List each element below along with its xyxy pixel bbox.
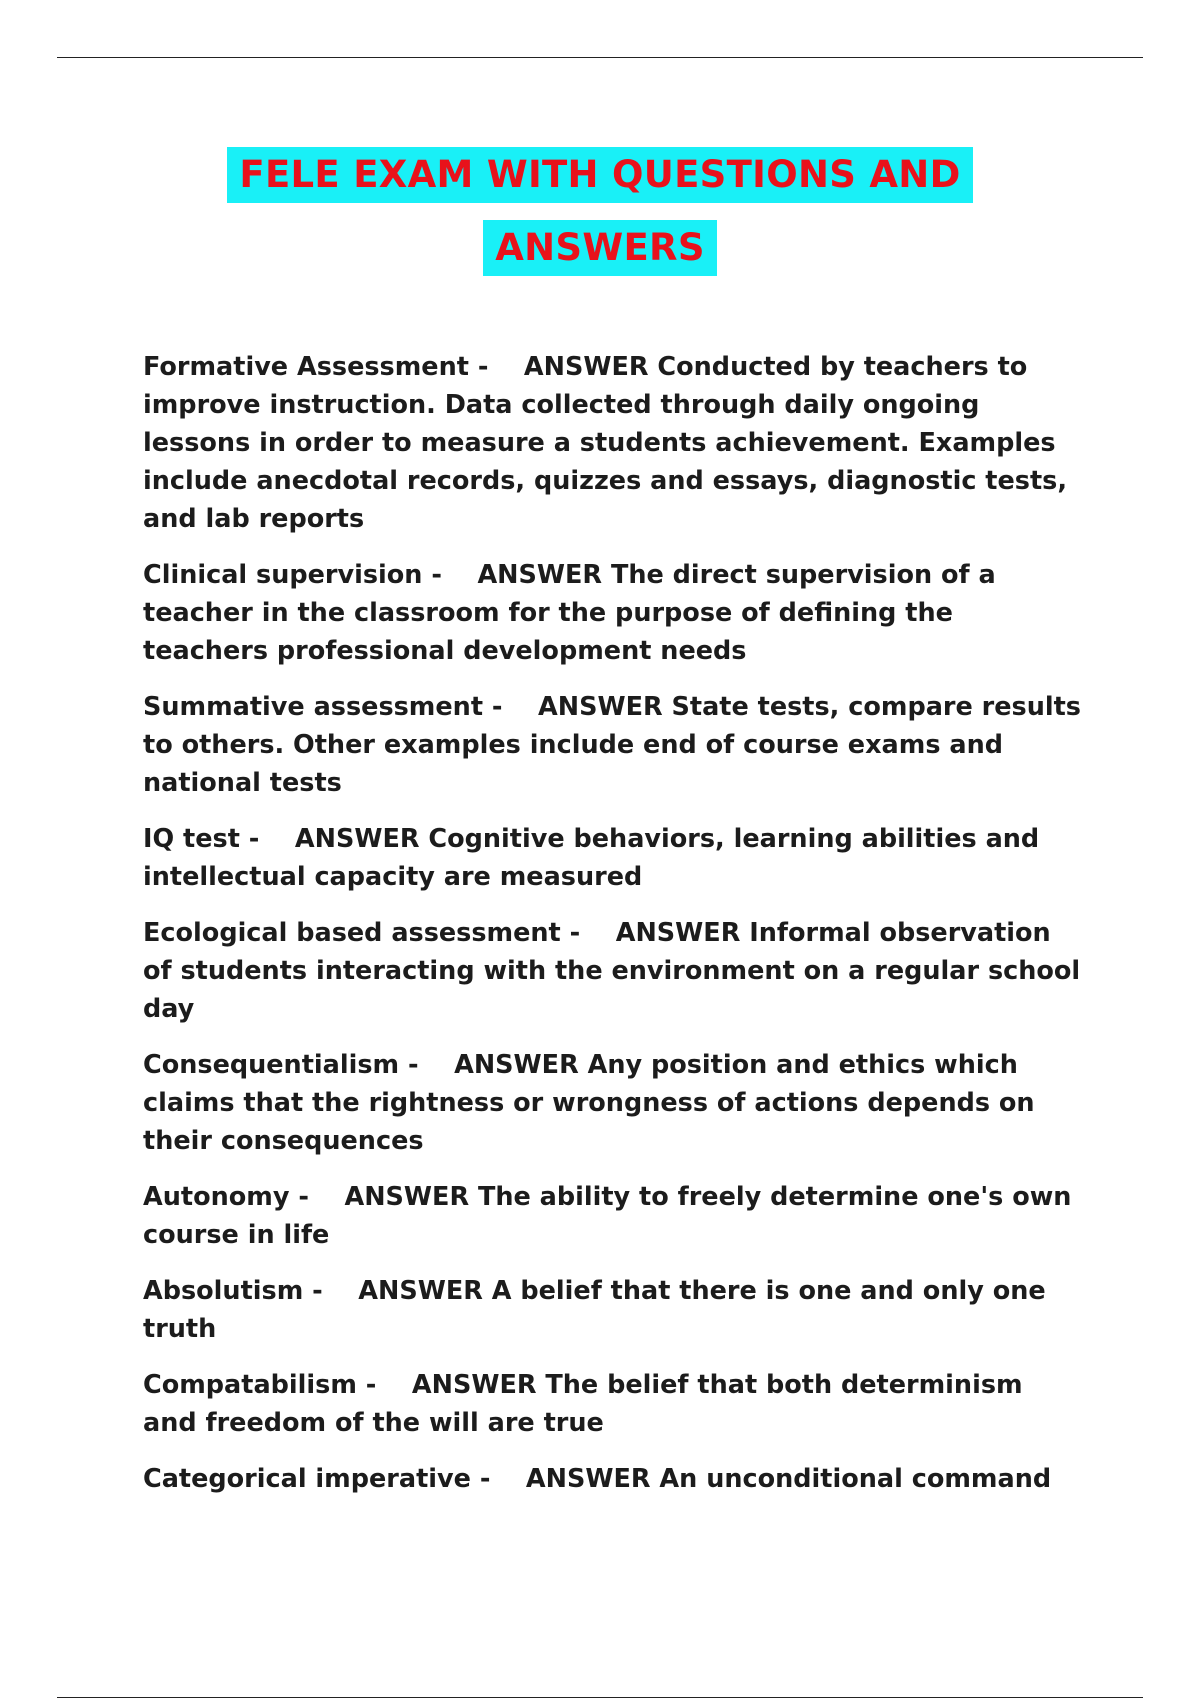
qa-separator: - [468,352,524,382]
qa-answer: ANSWER The ability to freely determine one's own course in life [143,1182,1072,1250]
qa-term: Autonomy [143,1182,290,1212]
qa-item [143,1178,1083,1254]
qa-term: Summative assessment [143,692,484,722]
qa-term: Ecological based assessment [143,918,561,948]
qa-item [143,820,1083,896]
qa-separator: - [399,1050,455,1080]
qa-item [143,556,1083,670]
document-title [0,142,1200,288]
qa-item [143,348,1083,538]
qa-term: IQ test [143,824,240,854]
qa-answer: ANSWER Informal observation of students interacting with the environment on a regular school day [143,918,1081,1024]
qa-answer: ANSWER An unconditional command [525,1464,1052,1494]
qa-term: Formative Assessment [143,352,469,382]
qa-answer: ANSWER State tests, compare results to others. Other examples include end of course exams and national tests [143,692,1081,798]
qa-item [143,1366,1083,1442]
qa-item [143,1272,1083,1348]
qa-separator: - [470,1464,526,1494]
qa-term: Clinical supervision [143,560,423,590]
qa-answer: ANSWER The belief that both determinism and freedom of the will are true [143,1370,1023,1438]
qa-answer: ANSWER Cognitive behaviors, learning abilities and intellectual capacity are measured [143,824,1040,892]
qa-separator: - [356,1370,412,1400]
qa-separator: - [289,1182,345,1212]
qa-term: Absolutism [143,1276,304,1306]
qa-answer: ANSWER Any position and ethics which claims that the rightness or wrongness of actions depends on their consequences [143,1050,1035,1156]
qa-separator: - [560,918,616,948]
qa-term: Consequentialism [143,1050,400,1080]
qa-separator: - [483,692,539,722]
qa-item [143,1046,1083,1160]
title-line-2: ANSWERS [483,220,717,276]
qa-separator: - [239,824,295,854]
qa-answer: ANSWER The direct supervision of a teacher in the classroom for the purpose of defining the teachers professional development needs [143,560,996,666]
title-line-1: FELE EXAM WITH QUESTIONS AND [227,147,972,203]
qa-item [143,914,1083,1028]
bottom-rule [57,1697,1143,1698]
qa-term: Categorical imperative [143,1464,471,1494]
qa-separator: - [303,1276,359,1306]
qa-answer: ANSWER A belief that there is one and only one truth [143,1276,1046,1344]
qa-separator: - [422,560,478,590]
qa-item [143,688,1083,802]
qa-term: Compatabilism [143,1370,357,1400]
qa-item [143,1460,1083,1498]
qa-list [143,348,1083,1516]
top-rule [57,57,1143,58]
qa-answer: ANSWER Conducted by teachers to improve instruction. Data collected through daily ongoing lessons in order to measure a students achievement. Examples include anecdotal records, quizzes and essays, diagnostic tests, and lab reports [143,352,1068,534]
